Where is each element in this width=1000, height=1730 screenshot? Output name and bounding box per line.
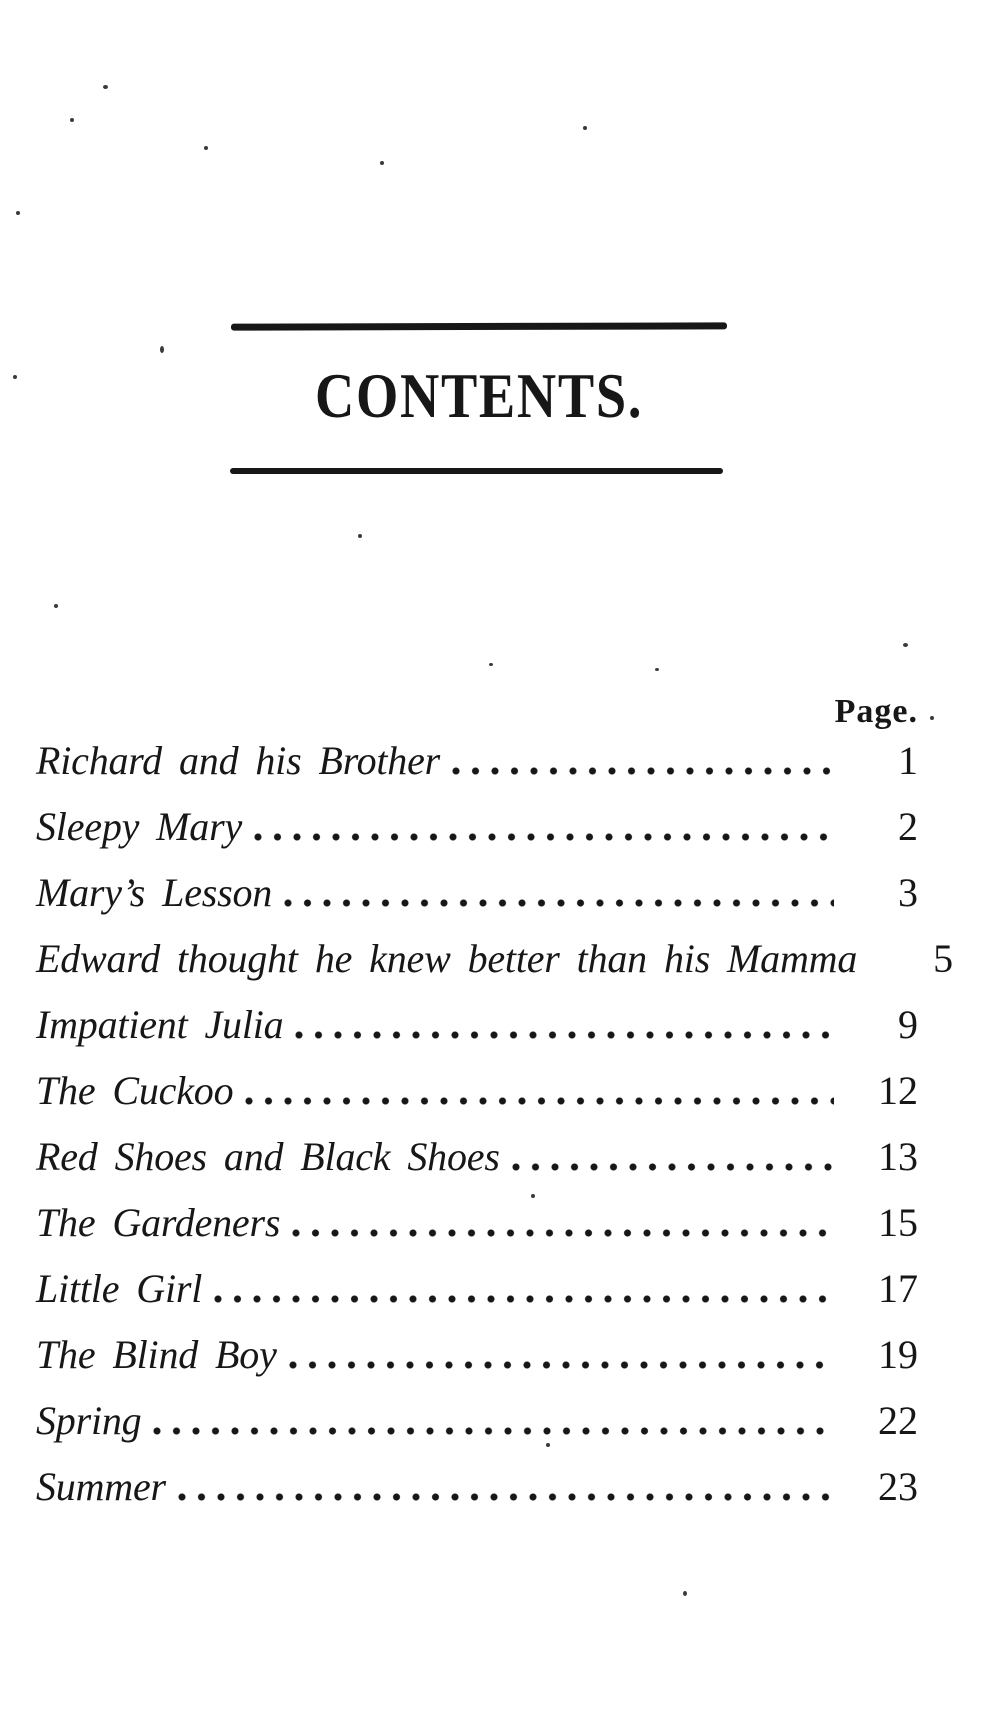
toc-entry-page-number: 19 <box>878 1332 918 1377</box>
scan-speck <box>358 534 362 538</box>
toc-entry-page-number: 23 <box>878 1464 918 1509</box>
dot-leader <box>512 1163 834 1171</box>
dot-leader <box>254 833 834 841</box>
scan-speck <box>54 604 58 608</box>
scan-speck <box>489 663 493 666</box>
toc-row <box>36 926 954 992</box>
toc-entry-page-number: 13 <box>878 1134 918 1179</box>
page-column-header: Page. <box>834 693 918 730</box>
scan-speck <box>930 716 934 720</box>
scan-speck <box>16 211 20 215</box>
toc-entry-title: The Gardeners <box>36 1200 281 1245</box>
toc-entry-title: Impatient Julia <box>36 1002 284 1047</box>
toc-entry-title: Summer <box>36 1464 166 1509</box>
toc-row <box>36 1322 918 1388</box>
dot-leader <box>153 1427 834 1435</box>
toc-entry-page-number: 12 <box>878 1068 918 1113</box>
toc-entry-title: Spring <box>36 1398 142 1443</box>
scan-speck <box>683 1591 687 1596</box>
toc-entry-page-number: 1 <box>898 738 918 783</box>
scan-speck <box>160 346 164 353</box>
toc-entry-title: Little Girl <box>36 1266 203 1311</box>
toc-row <box>36 1190 918 1256</box>
toc-entry-page-number: 5 <box>933 936 954 981</box>
toc-row <box>36 1454 918 1520</box>
dot-leader <box>284 899 834 907</box>
dot-leader <box>178 1493 834 1501</box>
page-title-text: CONTENTS. <box>314 360 644 431</box>
toc-entry-title: Sleepy Mary <box>36 804 243 849</box>
scan-speck <box>70 118 74 122</box>
toc-entry-title: Mary’s Lesson <box>36 870 273 915</box>
toc-row <box>36 860 918 926</box>
toc-row <box>36 1256 918 1322</box>
dot-leader <box>292 1229 834 1237</box>
toc-list <box>36 728 954 1520</box>
toc-entry-page-number: 22 <box>878 1398 918 1443</box>
toc-entry-title: Richard and his Brother <box>36 738 441 783</box>
toc-entry-page-number: 15 <box>878 1200 918 1245</box>
toc-entry-page-number: 9 <box>898 1002 918 1047</box>
toc-entry-title: The Blind Boy <box>36 1332 277 1377</box>
scan-speck <box>103 85 108 89</box>
title-rule-bottom <box>230 468 723 474</box>
dot-leader <box>245 1097 834 1105</box>
title-rule-top <box>231 322 727 330</box>
scan-speck <box>655 668 659 671</box>
scan-speck <box>583 126 587 130</box>
scan-speck <box>380 161 384 165</box>
scan-speck <box>903 643 908 647</box>
toc-row <box>36 794 918 860</box>
scan-speck <box>13 375 17 379</box>
toc-row <box>36 992 918 1058</box>
dot-leader <box>214 1295 834 1303</box>
toc-row <box>36 728 918 794</box>
dot-leader <box>289 1361 834 1369</box>
toc-entry-title: Edward thought he knew better than his Mamma <box>36 936 858 981</box>
toc-row <box>36 1058 918 1124</box>
toc-entry-page-number: 3 <box>898 870 918 915</box>
toc-entry-page-number: 17 <box>878 1266 918 1311</box>
page-title <box>231 360 727 431</box>
dot-leader <box>295 1031 834 1039</box>
toc-row <box>36 1388 918 1454</box>
toc-entry-page-number: 2 <box>898 804 918 849</box>
dot-leader <box>452 767 834 775</box>
toc-entry-title: Red Shoes and Black Shoes <box>36 1134 500 1179</box>
toc-entry-title: The Cuckoo <box>36 1068 234 1113</box>
toc-row <box>36 1124 918 1190</box>
scan-speck <box>204 146 208 150</box>
